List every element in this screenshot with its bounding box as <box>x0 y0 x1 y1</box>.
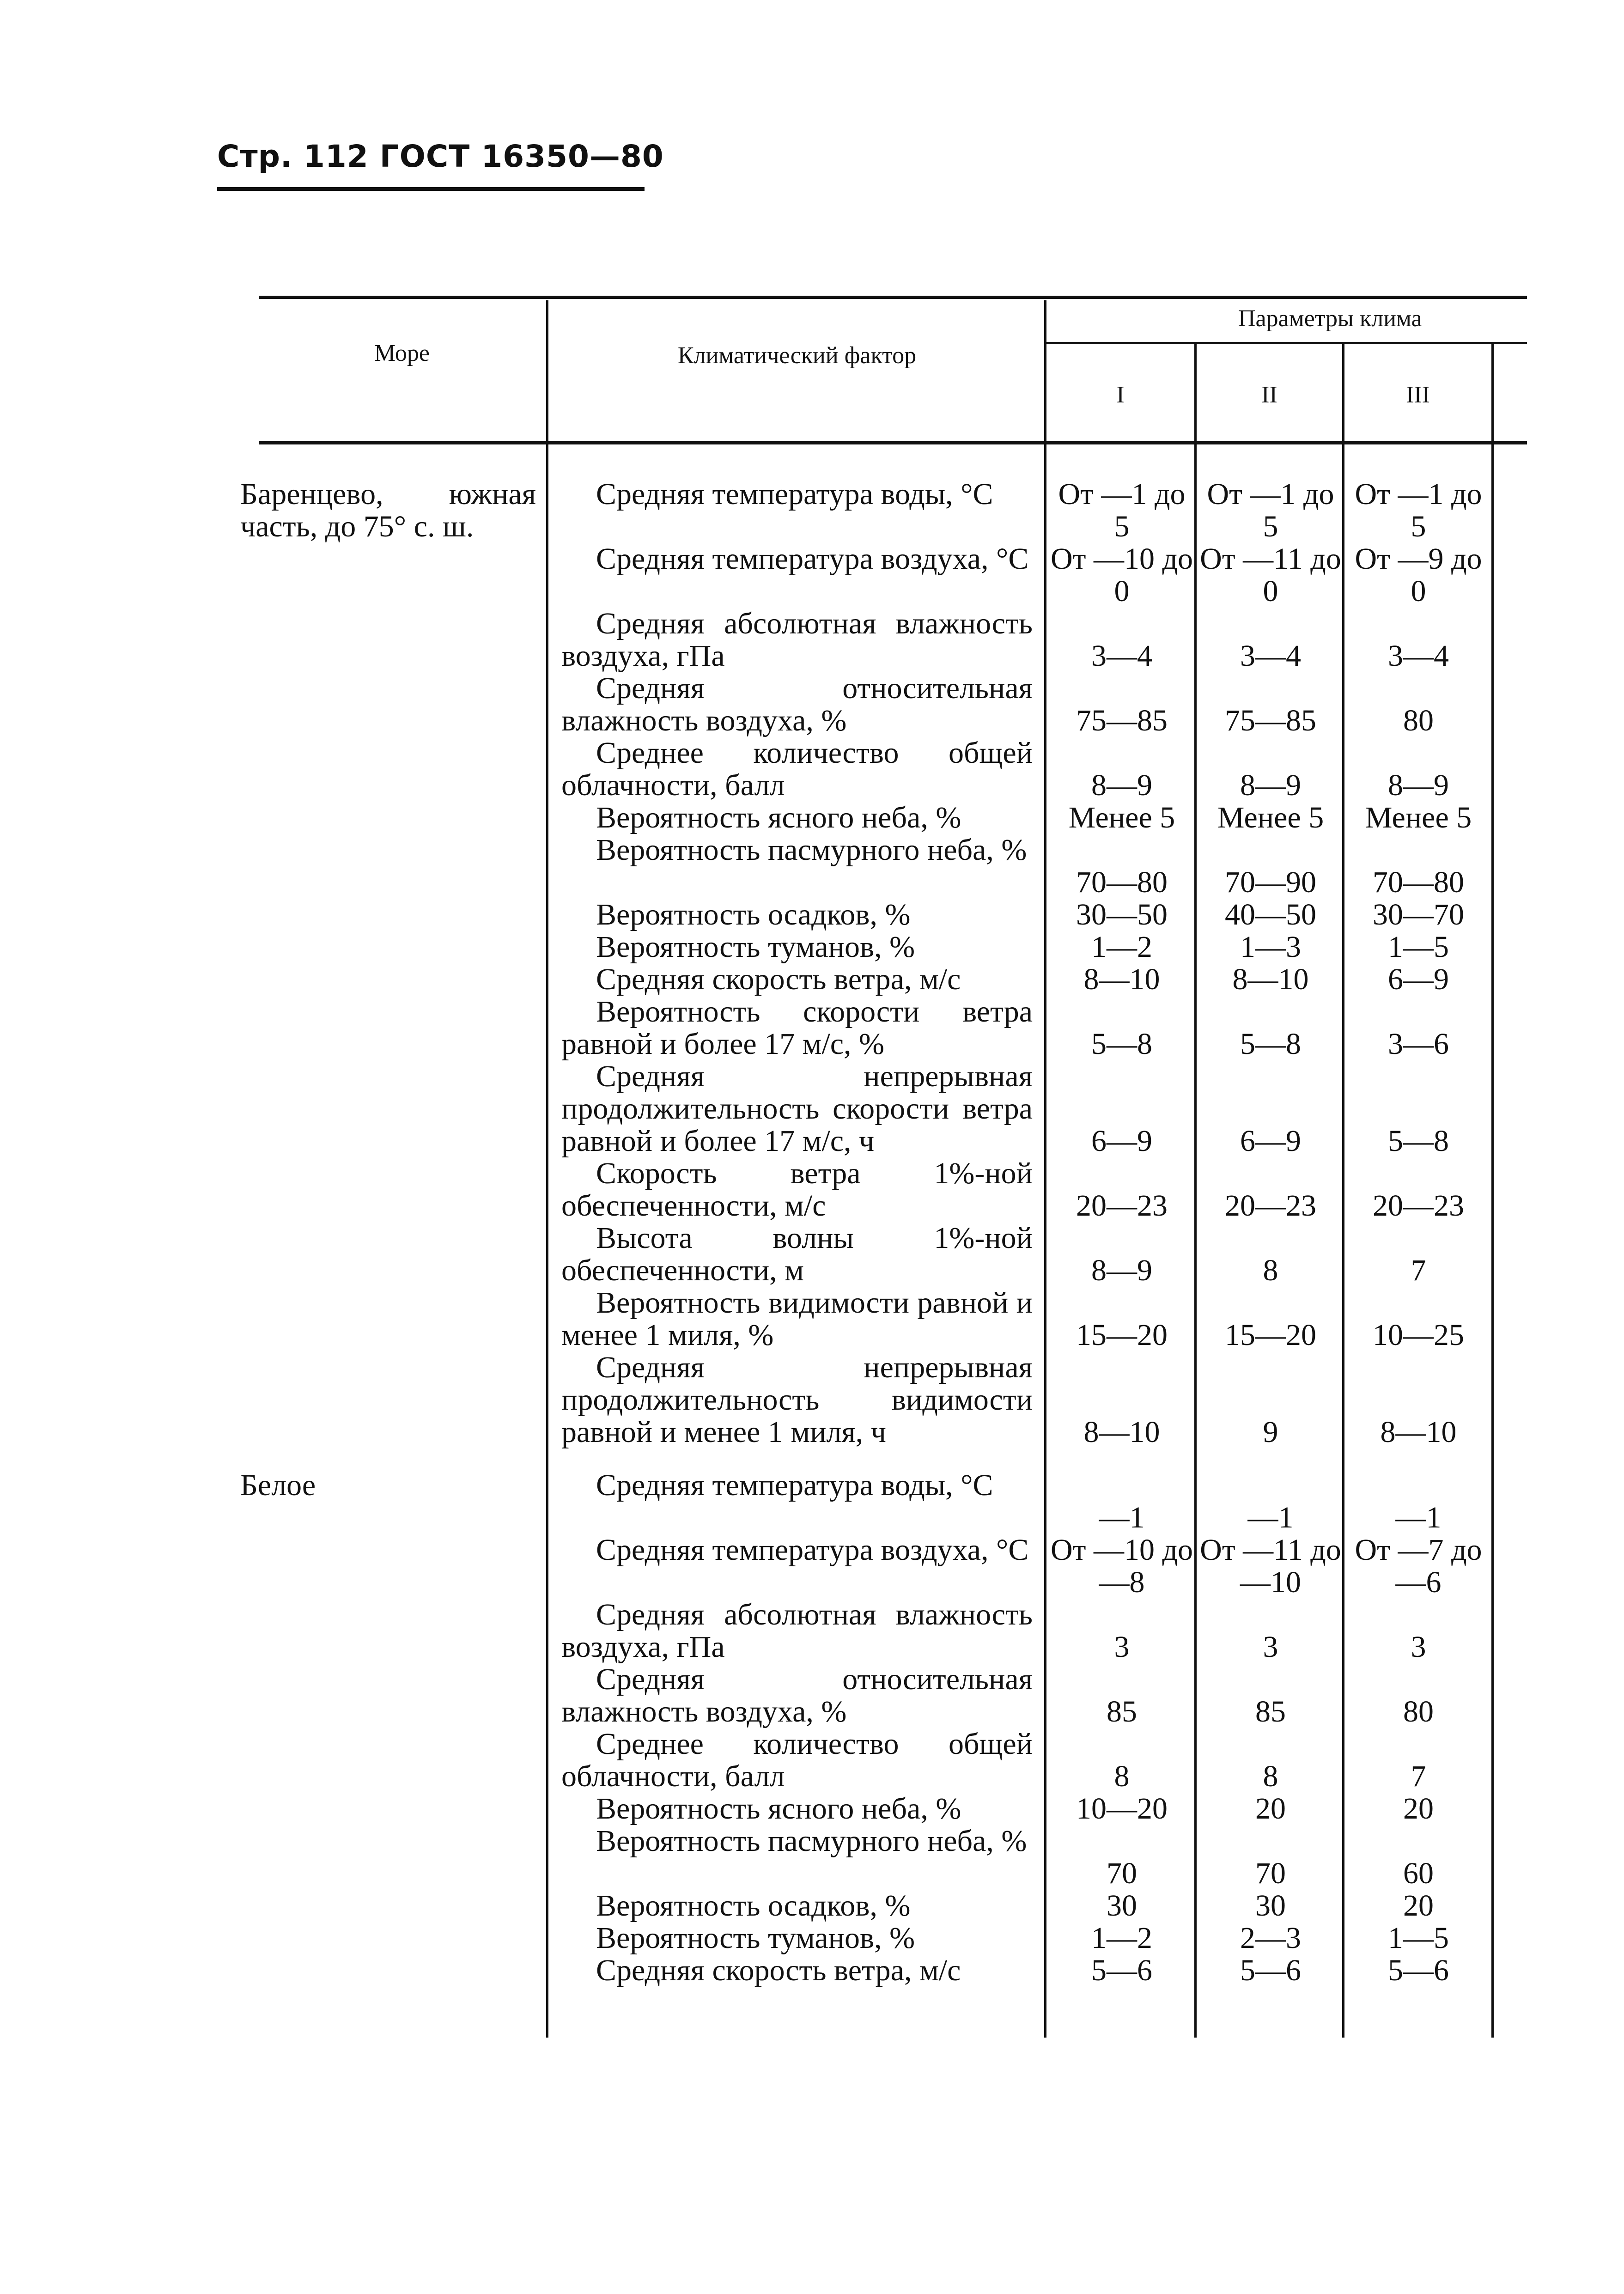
factor-cell: Средняя непрерывная продолжительность видимости равной и менее 1 миля, ч <box>561 1351 1033 1449</box>
factor-cell: Средняя скорость ветра, м/с <box>596 962 961 996</box>
value-cell: От —11 до —10 <box>1200 1533 1341 1599</box>
value-cell: 3 <box>1114 1630 1130 1664</box>
factor-cell: Средняя относительная влажность воздуха, % <box>561 1662 1033 1728</box>
factor-cell: Вероятность видимости равной и менее 1 миля, % <box>561 1286 1033 1352</box>
value-cell: 6—9 <box>1388 962 1449 996</box>
value-cell: 8—10 <box>1083 1415 1160 1449</box>
factor-cell: Вероятность туманов, % <box>596 930 915 964</box>
value-cell: 1—2 <box>1091 930 1152 964</box>
value-cell: 85 <box>1107 1695 1137 1728</box>
value-cell: 5—6 <box>1091 1953 1152 1987</box>
value-cell: 8—10 <box>1380 1415 1457 1449</box>
value-cell: 2—3 <box>1240 1921 1301 1955</box>
factor-cell: Средняя температура воды, °С <box>596 477 993 511</box>
value-cell: От —1 до 5 <box>1207 477 1334 543</box>
header-bottom-rule <box>259 441 1527 444</box>
factor-cell: Средняя температура воздуха, °С <box>596 1533 1029 1567</box>
factor-cell: Высота волны 1%-ной обеспеченности, м <box>561 1221 1033 1287</box>
header-underline <box>217 187 645 191</box>
factor-cell: Средняя непрерывная продолжительность скорости ветра равной и более 17 м/с, ч <box>561 1059 1033 1158</box>
col-header-factor: Климатический фактор <box>677 342 917 369</box>
value-cell: 70—90 <box>1225 865 1316 899</box>
value-cell: 6—9 <box>1240 1124 1301 1158</box>
factor-cell: Скорость ветра 1%-ной обеспеченности, м/с <box>561 1156 1033 1223</box>
value-cell: 70 <box>1107 1856 1137 1890</box>
value-cell: От —7 до —6 <box>1355 1533 1482 1599</box>
value-cell: 8—9 <box>1091 768 1152 802</box>
col-header-level-2: II <box>1261 382 1277 408</box>
value-cell: 3—4 <box>1388 639 1449 673</box>
value-cell: 15—20 <box>1076 1318 1168 1352</box>
value-cell: 3—4 <box>1091 639 1152 673</box>
col-header-params: Параметры клима <box>1238 305 1422 332</box>
value-cell: 5—8 <box>1240 1027 1301 1061</box>
value-cell: 20—23 <box>1373 1189 1464 1223</box>
value-cell: 30—70 <box>1373 898 1464 931</box>
value-cell: 8—10 <box>1232 962 1309 996</box>
value-cell: —1 <box>1395 1501 1442 1534</box>
value-cell: 5—8 <box>1091 1027 1152 1061</box>
factor-cell: Вероятность пасмурного неба, % <box>596 1824 1027 1858</box>
value-cell: 60 <box>1403 1856 1434 1890</box>
value-cell: 30—50 <box>1076 898 1168 931</box>
value-cell: 10—20 <box>1076 1792 1168 1825</box>
value-cell: 1—5 <box>1388 930 1449 964</box>
factor-cell: Вероятность осадков, % <box>596 898 911 931</box>
factor-cell: Среднее количество общей облачности, балл <box>561 736 1033 802</box>
value-cell: 1—2 <box>1091 1921 1152 1955</box>
value-cell: 80 <box>1403 704 1434 737</box>
factor-cell: Средняя температура воздуха, °С <box>596 542 1029 576</box>
value-cell: 8—9 <box>1388 768 1449 802</box>
factor-cell: Средняя относительная влажность воздуха, % <box>561 671 1033 737</box>
value-cell: Менее 5 <box>1365 801 1472 834</box>
value-cell: От —11 до 0 <box>1200 542 1341 608</box>
value-cell: От —1 до 5 <box>1058 477 1186 543</box>
value-cell: 20—23 <box>1225 1189 1316 1223</box>
value-cell: Менее 5 <box>1068 801 1175 834</box>
col-divider-sea <box>546 300 548 2038</box>
value-cell: 85 <box>1255 1695 1286 1728</box>
value-cell: 15—20 <box>1225 1318 1316 1352</box>
value-cell: 8 <box>1114 1759 1130 1793</box>
value-cell: 3—4 <box>1240 639 1301 673</box>
value-cell: От —10 до 0 <box>1050 542 1193 608</box>
factor-cell: Вероятность туманов, % <box>596 1921 915 1955</box>
table-top-rule <box>259 296 1527 299</box>
value-cell: 5—6 <box>1388 1953 1449 1987</box>
value-cell: —1 <box>1099 1501 1145 1534</box>
value-cell: 20—23 <box>1076 1189 1168 1223</box>
factor-cell: Среднее количество общей облачности, балл <box>561 1727 1033 1793</box>
page-header: Стр. 112 ГОСТ 16350—80 <box>217 139 664 174</box>
value-cell: 5—6 <box>1240 1953 1301 1987</box>
value-cell: —1 <box>1247 1501 1294 1534</box>
sea-name-barents: Баренцево, южная часть, до 75° с. ш. <box>240 477 536 543</box>
factor-cell: Вероятность ясного неба, % <box>596 801 961 834</box>
col-header-level-1: I <box>1116 382 1125 408</box>
value-cell: 5—8 <box>1388 1124 1449 1158</box>
value-cell: 30 <box>1255 1889 1286 1923</box>
col-divider-factor <box>1044 300 1046 2038</box>
col-header-level-3: III <box>1406 382 1430 408</box>
value-cell: 8—10 <box>1083 962 1160 996</box>
value-cell: От —1 до 5 <box>1355 477 1482 543</box>
value-cell: 20 <box>1403 1889 1434 1923</box>
factor-cell: Средняя абсолютная влажность воздуха, гПа <box>561 607 1033 673</box>
value-cell: 40—50 <box>1225 898 1316 931</box>
value-cell: 75—85 <box>1225 704 1316 737</box>
value-cell: 70—80 <box>1076 865 1168 899</box>
value-cell: 7 <box>1411 1759 1426 1793</box>
value-cell: 1—3 <box>1240 930 1301 964</box>
value-cell: 8—9 <box>1091 1253 1152 1287</box>
value-cell: 8—9 <box>1240 768 1301 802</box>
value-cell: 3 <box>1263 1630 1278 1664</box>
factor-cell: Вероятность осадков, % <box>596 1889 911 1923</box>
value-cell: 3—6 <box>1388 1027 1449 1061</box>
value-cell: От —9 до 0 <box>1355 542 1482 608</box>
value-cell: 10—25 <box>1373 1318 1464 1352</box>
factor-cell: Вероятность ясного неба, % <box>596 1792 961 1825</box>
value-cell: 1—5 <box>1388 1921 1449 1955</box>
value-cell: 3 <box>1411 1630 1426 1664</box>
value-cell: 8 <box>1263 1759 1278 1793</box>
factor-cell: Средняя температура воды, °С <box>596 1468 993 1502</box>
params-divider-rule <box>1044 342 1527 344</box>
sea-name-white: Белое <box>240 1468 316 1502</box>
col-header-sea: Море <box>374 340 430 366</box>
value-cell: 7 <box>1411 1253 1426 1287</box>
value-cell: От —10 до —8 <box>1050 1533 1193 1599</box>
value-cell: 70—80 <box>1373 865 1464 899</box>
value-cell: 6—9 <box>1091 1124 1152 1158</box>
value-cell: 70 <box>1255 1856 1286 1890</box>
value-cell: 8 <box>1263 1253 1278 1287</box>
value-cell: 30 <box>1107 1889 1137 1923</box>
value-cell: 20 <box>1255 1792 1286 1825</box>
factor-cell: Средняя скорость ветра, м/с <box>596 1953 961 1987</box>
value-cell: 75—85 <box>1076 704 1168 737</box>
factor-cell: Вероятность скорости ветра равной и более 17 м/с, % <box>561 995 1033 1061</box>
value-cell: 80 <box>1403 1695 1434 1728</box>
value-cell: 9 <box>1263 1415 1278 1449</box>
value-cell: 20 <box>1403 1792 1434 1825</box>
factor-cell: Вероятность пасмурного неба, % <box>596 833 1027 867</box>
value-cell: Менее 5 <box>1217 801 1324 834</box>
factor-cell: Средняя абсолютная влажность воздуха, гПа <box>561 1598 1033 1664</box>
